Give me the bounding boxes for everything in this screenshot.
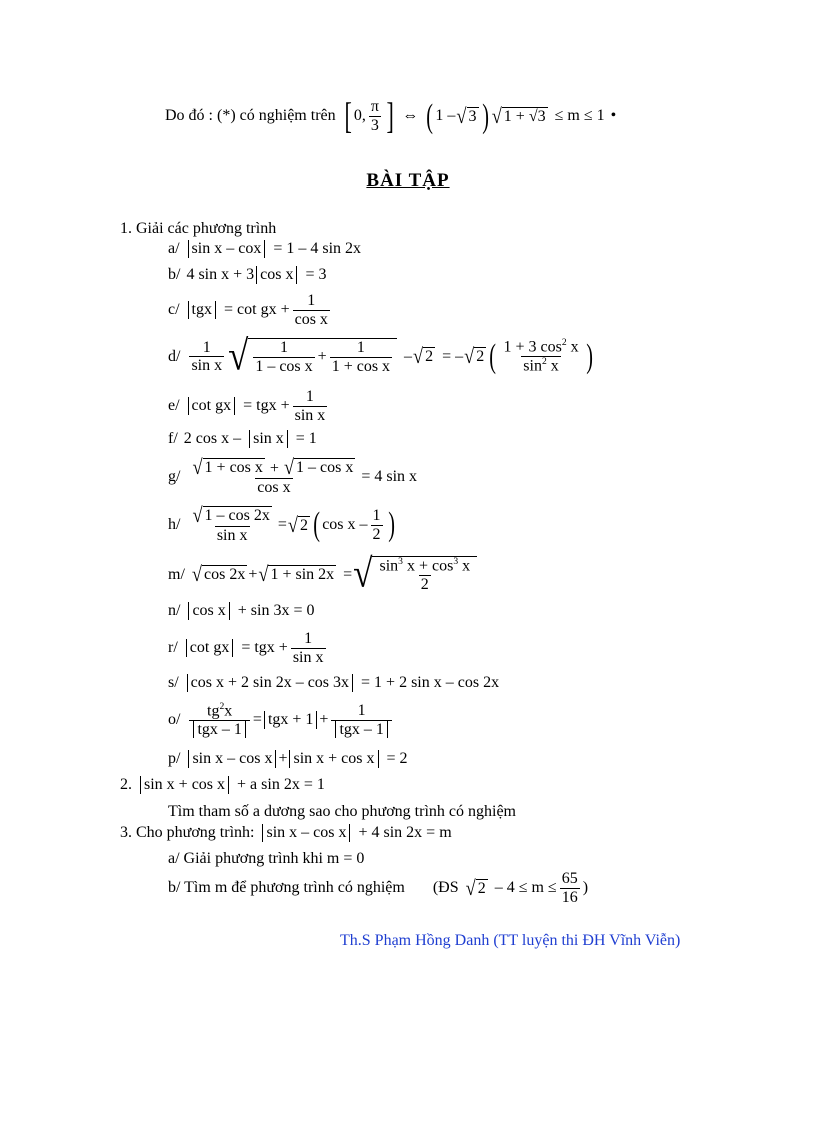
footer-author: Th.S Phạm Hồng Danh (TT luyện thi ĐH Vĩnh Viễn) bbox=[340, 932, 681, 949]
ex2-text: Tìm tham số a dương sao cho phương trình có nghiệm bbox=[168, 803, 516, 820]
ex3-b: b/ Tìm m để phương trình có nghiệm (ĐS √ 2 – 4 ≤ m ≤ $\frac{65}{16}$ ) bbox=[168, 870, 589, 906]
ex1-a: a/ sin x – cox = 1 – 4 sin 2x bbox=[168, 240, 362, 257]
section-heading: BÀI TẬP bbox=[366, 170, 450, 191]
ex1-b: b/ 4 sin x + 3 cos x = 3 bbox=[168, 266, 327, 283]
ex1-e: e/ cot gx = tgx + $\frac{1}{\text{sin x}}$ bbox=[168, 388, 326, 424]
ex1-n: n/ cos x + sin 3x = 0 bbox=[168, 602, 315, 619]
ex3-a: a/ Giải phương trình khi m = 0 bbox=[168, 850, 365, 867]
ex1-o: o/ $\frac{tg^2x}{\text{tgx – 1}}$ = tgx + 1 + $\frac{1}{\text{tgx – 1}}$ bbox=[168, 702, 395, 739]
ex1-r: r/ cot gx = tgx + $\frac{1}{\text{sin x}}$ bbox=[168, 630, 324, 666]
intro-line: Do đó : (*) có nghiệm trên [ 0, $\frac{\pi}{3}$ ] ⇔ ( 1 – √ 3 ) √ 1 + √3 ≤ m ≤ 1 • bbox=[165, 95, 617, 136]
ex1-title: 1. Giải các phương trình bbox=[120, 220, 277, 237]
ex1-p: p/ sin x – cos x + sin x + cos x = 2 bbox=[168, 750, 408, 767]
ex1-d: d/ $\frac{1}{\text{sin x}}$ √ $\frac{1}{\text{1 – cos x}}$ + $\frac{1}{\text{1 + cos x}}$ – √ 2 = – √ 2 ( $\frac{1 + 3 \cos^2 x}{\sin^2 x}$ ) bbox=[168, 331, 593, 379]
ex1-h: h/ √ 1 – cos 2x sin x = √ 2 ( cos x – $\frac{1}{2}$ ) bbox=[168, 503, 395, 544]
ex1-m: m/ √ cos 2x + √ 1 + sin 2x = √ $\frac{\sin^3 x + \cos^3 x}{2}$ bbox=[168, 556, 478, 594]
ex1-g: g/ √ 1 + cos x + √ 1 – cos x cos x = 4 sin x bbox=[168, 455, 418, 496]
ex1-c: c/ tgx = cot gx + $\frac{1}{\text{cos x}}$ bbox=[168, 292, 328, 328]
ex1-f: f/ 2 cos x – sin x = 1 bbox=[168, 430, 317, 447]
ex3-title: 3. Cho phương trình: sin x – cos x + 4 sin 2x = m bbox=[120, 824, 452, 841]
ex1-s: s/ cos x + 2 sin 2x – cos 3x = 1 + 2 sin x – cos 2x bbox=[168, 674, 500, 691]
ex2-line: 2. sin x + cos x + a sin 2x = 1 bbox=[120, 776, 325, 793]
